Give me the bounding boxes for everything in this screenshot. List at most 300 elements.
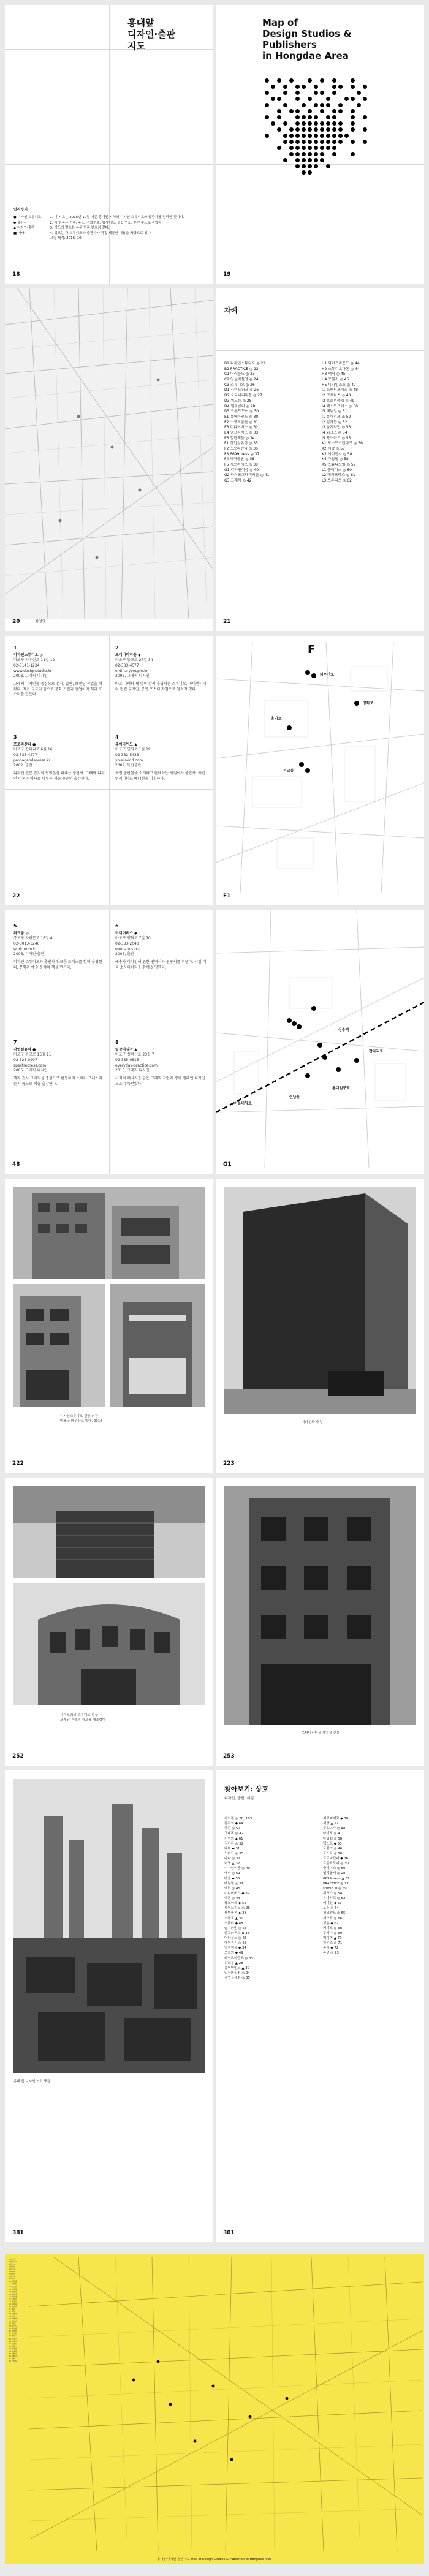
- pattern-dot: [314, 158, 318, 162]
- legend: [13, 207, 197, 241]
- studio-meta: 2013, 그래픽 디자인: [115, 1068, 150, 1073]
- index-entry: C2 일상의실천 ◎ 24: [224, 377, 259, 382]
- pattern-dot: [320, 146, 324, 150]
- page-number: 381: [12, 2230, 24, 2236]
- pattern-dot: [338, 103, 343, 107]
- pattern-dot: [338, 134, 343, 138]
- index-entry: 디자인이음 ◎ 40: [224, 1867, 250, 1871]
- page-number: 301: [223, 2230, 235, 2236]
- map-label: 홍대입구역: [332, 1086, 350, 1090]
- studio-num: 4: [115, 735, 119, 740]
- page-23: [216, 636, 424, 905]
- studio-web[interactable]: mediabus.org: [115, 946, 141, 951]
- index-entry: 18 타이포: [9, 2300, 17, 2303]
- pattern-dot: [308, 146, 312, 150]
- index-entry: 코우너스 ◎ 48: [323, 1827, 346, 1831]
- index-entry: 타이포 ◎ 41: [323, 1832, 343, 1836]
- pattern-dot: [308, 170, 312, 175]
- pattern-dot: [277, 127, 281, 132]
- index-entry: 22 맥락: [9, 2310, 15, 2313]
- index-entry: 감각의 ◆ 44: [224, 1822, 243, 1826]
- index-entry: 일상의실천 ◎ 24: [224, 1971, 250, 1975]
- pattern-dot: [351, 121, 355, 126]
- pattern-dot: [295, 158, 300, 162]
- index-entry: 33 워크스: [9, 2337, 17, 2340]
- index-entry: 프로파간다 ◆ 36: [323, 1857, 349, 1860]
- index-entry: 20 와이트: [9, 2305, 17, 2308]
- pattern-dot: [277, 109, 281, 113]
- building-photo: [13, 1187, 205, 1279]
- index-entry: 4 유어마: [9, 2265, 16, 2268]
- pattern-dot: [295, 85, 300, 89]
- index-entry: 공간 ◎ 52: [224, 1827, 240, 1831]
- pattern-dot: [326, 127, 330, 132]
- index-entry: 사이드워크 ◎ 26: [224, 1906, 250, 1911]
- index-entry: F3 6699press ◎ 37: [224, 451, 260, 456]
- index-entry: 37 에이전: [9, 2347, 17, 2350]
- index-entry: 나비 ◆ 31: [224, 1846, 240, 1851]
- pattern-dot: [265, 115, 269, 119]
- index-entry: 워크스 ◎ 54: [323, 1891, 343, 1895]
- index-entry: J3 슬기와민 ◎ 53: [322, 425, 351, 430]
- pattern-dot: [302, 164, 306, 168]
- index-column: [224, 361, 318, 484]
- index-entry: 저스트 ◎ 66: [323, 1916, 343, 1921]
- studio-num: 2: [115, 645, 119, 651]
- index-entry: 36 책방: [9, 2344, 15, 2347]
- pattern-dot: [351, 97, 355, 101]
- pattern-dot: [271, 121, 275, 126]
- index-entry: F4 세미콜론 ◎ 38: [224, 457, 255, 462]
- index-entry: 포뮬러 ◎ 46: [323, 1846, 343, 1851]
- pattern-dot: [332, 85, 336, 89]
- index-entry: 가가린 ◎ 28, 103: [224, 1817, 252, 1821]
- index-entry: 27 풍경: [9, 2322, 15, 2325]
- pattern-dot: [320, 121, 324, 126]
- foldout-legend-list: [9, 2258, 27, 2362]
- legend-note: 그림 제작: 2016. 10: [50, 236, 82, 241]
- pattern-dot: [277, 115, 281, 119]
- index-entry: PRACTICE ◎ 22: [323, 1881, 349, 1886]
- index-entry: G2 타이포그래피서울 ◎ 41: [224, 473, 270, 478]
- index-entry: 21 바톤: [9, 2307, 15, 2310]
- index-entry: 10 헬리콥: [9, 2280, 17, 2283]
- index-entry: 매뉴얼 ◎ 51: [224, 1881, 244, 1886]
- index-entry: 9 사이드: [9, 2278, 16, 2281]
- legend-note: 2. 각 항목은 이름, 주소, 전화번호, 웹사이트, 설립 연도, 분야 순으로 적었다.: [50, 221, 163, 225]
- pattern-dot: [332, 121, 336, 126]
- studio-web[interactable]: your-mind.com: [115, 758, 143, 763]
- index-entry: K3 에이전시 ◎ 58: [322, 451, 352, 456]
- pattern-dot: [295, 127, 300, 132]
- pattern-dot: [289, 140, 294, 144]
- pattern-dot: [302, 140, 306, 144]
- pattern-dot: [351, 127, 355, 132]
- pattern-dot: [332, 127, 336, 132]
- page-number: 20: [12, 619, 20, 625]
- index-entry: D4 헬리콥터 ◎ 28: [224, 404, 256, 409]
- pattern-dot: [344, 134, 349, 138]
- studio-web[interactable]: ordinarypeople.kr: [115, 668, 148, 673]
- index-entry: 안그라픽스 ◆ 33: [224, 1931, 250, 1935]
- pattern-dot: [283, 91, 287, 95]
- pattern-dot: [295, 109, 300, 113]
- pattern-dot: [308, 97, 312, 101]
- index-entry: 29 매뉴얼: [9, 2327, 17, 2330]
- pattern-dot: [295, 115, 300, 119]
- pattern-dot: [320, 158, 324, 162]
- page-18: [5, 5, 213, 284]
- index-entry: 32 슬기: [9, 2335, 15, 2338]
- index-entry: 제로퍼제로 ◆ 38: [323, 1817, 349, 1821]
- index-entry: 31 김가든: [9, 2332, 17, 2335]
- foldout-street-map: [29, 2257, 422, 2551]
- studio-addr: 마포구 와우산로 11길 12: [13, 658, 55, 663]
- pattern-dot: [314, 127, 318, 132]
- index-entry: 청춘 ◆ 67: [323, 1921, 339, 1925]
- index-entry: C1 어라운드 ◎ 23: [224, 372, 255, 377]
- building-photo-large: [224, 1187, 416, 1414]
- pattern-dot: [363, 140, 367, 144]
- pattern-dot: [295, 146, 300, 150]
- index-entry: H3 맥락 ◎ 45: [322, 372, 346, 377]
- index-entry: 바톤 ◎ 44: [224, 1897, 240, 1900]
- legend-note: 1. 이 지도는 2016년 10월 기준 홍대앞 지역의 디자인 스튜디오와 출판사를 정리한 것이다.: [50, 216, 184, 220]
- index-entry: 25 스펙터: [9, 2317, 17, 2321]
- index-entry: 6699press ▲ 37: [323, 1876, 350, 1881]
- index-entry: 투게더 ◎ 69: [323, 1931, 343, 1935]
- index-entry: 맥락 ◎ 45: [224, 1886, 240, 1890]
- pattern-dot: [295, 140, 300, 144]
- studio-entry: [115, 923, 207, 970]
- pattern-dot: [314, 140, 318, 144]
- pattern-dot: [338, 121, 343, 126]
- studio-web[interactable]: everyday-practice.com: [115, 1063, 158, 1068]
- studio-web[interactable]: www.designstudio.kr: [13, 668, 52, 673]
- pattern-dot: [308, 134, 312, 138]
- pattern-dot: [302, 170, 306, 175]
- pattern-dot: [351, 109, 355, 113]
- pattern-dot: [302, 127, 306, 132]
- index-entry: 포스트 ◎ 56: [323, 1851, 343, 1856]
- studio-name: 오디너리피플 ◆: [115, 652, 141, 657]
- pattern-dot: [363, 85, 367, 89]
- index-entry: 16 제로퍼: [9, 2295, 17, 2298]
- pattern-dot: [289, 134, 294, 138]
- pattern-dot: [351, 152, 355, 156]
- page-26: [5, 1179, 213, 1473]
- studio-entry: [13, 923, 105, 970]
- pattern-dot: [332, 134, 336, 138]
- pattern-dot: [332, 152, 336, 156]
- studio-meta: 2002, 출판: [13, 763, 32, 768]
- overview-map: [5, 288, 213, 619]
- studio-tel: 02-333-2040: [115, 941, 139, 946]
- pattern-dot: [314, 115, 318, 119]
- index-entry: H2 스튜디오바톤 ◎ 44: [322, 366, 360, 371]
- studio-web[interactable]: spectrepress.com: [13, 1063, 47, 1068]
- index-entry: 미디어버스 ◆ 32: [224, 1891, 250, 1895]
- index-entry: 23 포뮬러: [9, 2313, 17, 2316]
- index-entry: I3 오늘의풍경 ◎ 49: [322, 398, 355, 403]
- pattern-dot: [308, 152, 312, 156]
- studio-addr: 마포구 동교로 15길 11: [13, 1052, 51, 1057]
- index-entry: 12 소규모: [9, 2285, 17, 2288]
- studio-entry: [115, 644, 207, 692]
- pattern-dot: [302, 158, 306, 162]
- studio-addr: 마포구 성미산로 23길 7: [115, 1052, 154, 1057]
- page-number: 253: [223, 1753, 235, 1759]
- index-entry: 39 스튜디: [9, 2352, 17, 2355]
- page-25: [216, 910, 424, 1174]
- pattern-dot: [271, 97, 275, 101]
- pattern-dot: [289, 78, 294, 83]
- grid-line: [109, 636, 110, 905]
- index-entry: 19 그래픽: [9, 2302, 17, 2305]
- pattern-dot: [314, 146, 318, 150]
- pattern-dot: [351, 85, 355, 89]
- title-korean: 홍대앞 디자인·출판 지도: [127, 17, 176, 51]
- pattern-dot: [295, 164, 300, 168]
- pattern-dot: [332, 115, 336, 119]
- page-20: [5, 288, 213, 631]
- pattern-dot: [351, 115, 355, 119]
- search-index-title: 찾아보기: 상호: [224, 1785, 268, 1793]
- studio-name: 워크룸 ◎: [13, 931, 29, 935]
- index-entry: F5 제로퍼제로 ◎ 38: [224, 463, 258, 467]
- pattern-dot: [320, 109, 324, 113]
- pattern-dot: [332, 91, 336, 95]
- studio-addr: 마포구 동교로 27길 34: [115, 658, 153, 663]
- pattern-dot: [357, 91, 361, 95]
- pattern-dot: [351, 140, 355, 144]
- pattern-dot: [320, 127, 324, 132]
- studio-addr: 마포구 잔다리로 6길 16: [13, 747, 53, 752]
- studio-name: 디자인스튜디오 ◎: [13, 652, 43, 657]
- index-entry: 유어서프 ◎ 52: [323, 1897, 346, 1900]
- index-entry: 세미콜론 ◆ 38: [224, 1911, 246, 1916]
- pattern-dot: [314, 134, 318, 138]
- index-entry: K1 포스트스탠다즈 ◎ 56: [322, 441, 363, 446]
- studio-meta: 2007, 출판: [115, 952, 134, 957]
- pattern-dot: [289, 127, 294, 132]
- pattern-dot: [326, 121, 330, 126]
- index-entry: 38 타입랩: [9, 2349, 17, 2352]
- index-entry: 7 작업실: [9, 2273, 16, 2276]
- index-entry: G1 디자인이음 ◎ 40: [224, 467, 259, 472]
- legend-key: ◆ 출판사: [13, 221, 27, 225]
- legend-key: ■ 기타: [13, 231, 25, 235]
- pattern-dot: [283, 140, 287, 144]
- pattern-dot: [302, 152, 306, 156]
- index-entry: 타입랩 ◎ 58: [323, 1837, 343, 1841]
- index-entry: I5 매뉴얼 ◎ 51: [322, 409, 347, 414]
- foldout-footer: 홍대앞 디자인·출판 지도 Map of Design Studios & Publishers in Hongdae Area: [157, 2558, 272, 2561]
- pattern-dot: [308, 164, 312, 168]
- pattern-dot: [302, 115, 306, 119]
- studio-name: 일상의실천 ▲: [115, 1047, 137, 1052]
- index-entry: 오늘의 ◆ 49: [224, 1951, 243, 1955]
- page-number: 252: [12, 1753, 24, 1759]
- legend-key: ● 디자인 스튜디오: [13, 216, 42, 220]
- studio-num: 7: [13, 1040, 17, 1045]
- studio-web[interactable]: workroom.kr: [13, 946, 37, 951]
- studio-tel: 02-333-4577: [115, 663, 139, 668]
- index-entry: I4 텍스트프레스 ◎ 50: [322, 404, 358, 409]
- index-entry: 유어마인드 ▲ 30: [224, 1966, 250, 1970]
- index-entry: 열린책들 ◆ 34: [224, 1946, 246, 1951]
- pattern-dot: [308, 158, 312, 162]
- pattern-dot: [357, 103, 361, 107]
- grid-line: [109, 5, 110, 284]
- dot-pattern: [265, 78, 381, 238]
- pattern-dot: [320, 134, 324, 138]
- page-number: 21: [223, 619, 231, 625]
- pattern-dot: [289, 109, 294, 113]
- pattern-dot: [338, 109, 343, 113]
- index-entry: 플레이스 ◎ 60: [323, 1867, 346, 1871]
- pattern-dot: [295, 91, 300, 95]
- studio-name: 프로파간다 ●: [13, 742, 36, 747]
- index-entry: G3 그래픽 ◎ 42: [224, 478, 252, 483]
- index-entry: H1 와이트라운드 ◎ 44: [322, 361, 360, 366]
- pattern-dot: [295, 121, 300, 126]
- pattern-dot: [314, 121, 318, 126]
- pattern-dot: [338, 85, 343, 89]
- index-entry: 프론트도어 ◎ 30: [323, 1862, 349, 1866]
- pattern-dot: [326, 140, 330, 144]
- index-entry: 41 레터: [9, 2357, 15, 2360]
- pattern-dot: [338, 127, 343, 132]
- pattern-dot: [344, 97, 349, 101]
- index-column: [322, 361, 416, 484]
- index-entry: 15 세미콜: [9, 2292, 17, 2295]
- index-entry: K4 타입랩 ◎ 58: [322, 457, 349, 462]
- pattern-dot: [320, 103, 324, 107]
- studio-entry: [13, 734, 105, 782]
- pattern-dot: [320, 140, 324, 144]
- studio-tel: 02-332-5433: [115, 752, 139, 757]
- residential-building-photo: [224, 1486, 416, 1725]
- pattern-dot: [363, 127, 367, 132]
- index-entry: 다다 ◎ 37: [224, 1857, 240, 1860]
- pattern-dot: [332, 146, 336, 150]
- index-entry: D2 오디너리피플 ◎ 27: [224, 393, 262, 398]
- studio-web[interactable]: propagandapress.kr: [13, 758, 51, 763]
- pattern-dot: [289, 146, 294, 150]
- pattern-dot: [332, 109, 336, 113]
- pattern-dot: [320, 91, 324, 95]
- studio-desc: 그래픽 디자인을 중심으로 전시, 출판, 브랜딩 작업을 해 왔다. 작은 규모의 팀으로 문화 기관과 협업하며 책과 포스터를 만든다.: [13, 682, 102, 697]
- index-entry: 홍대 ◆ 72: [323, 1946, 339, 1951]
- page-number: 222: [12, 1460, 24, 1467]
- photo-caption: 사이드워크 스튜디오 입구 오래된 건물의 창고를 개조했다: [60, 1713, 106, 1722]
- index-entry: 35 포스트: [9, 2342, 17, 2345]
- index-entry: 2 오디너리: [9, 2261, 18, 2264]
- index-entry: 3 프로파: [9, 2263, 16, 2266]
- search-index-column: [323, 1816, 416, 1981]
- map-label: 와우산로: [320, 673, 335, 677]
- pattern-dot: [332, 140, 336, 144]
- pattern-dot: [308, 78, 312, 83]
- index-entry: E5 열린책들 ◎ 34: [224, 436, 255, 440]
- studio-addr: 마포구 연희로 1길 19: [115, 747, 151, 752]
- detail-map-f: [216, 642, 424, 893]
- index-entry: C3 스튜디오 ◎ 26: [224, 382, 255, 387]
- studio-desc: 디자인 전문 잡지와 단행본을 펴내는 출판사. 그래픽 디자인 이론과 역사를 다루는 책을 꾸준히 출간한다.: [13, 771, 105, 781]
- pattern-dot: [308, 140, 312, 144]
- index-entry: 기억의 ▲ 61: [224, 1837, 243, 1841]
- index-entry: 26 코우너: [9, 2320, 17, 2323]
- pattern-dot: [265, 91, 269, 95]
- index-entry: 레터 ◎ 61: [224, 1872, 240, 1876]
- page-number: 18: [12, 271, 20, 278]
- index-entry: 책방 ▲ 57: [323, 1822, 339, 1826]
- pattern-dot: [265, 134, 269, 138]
- studio-num: 8: [115, 1040, 119, 1045]
- pattern-dot: [295, 134, 300, 138]
- index-entry: B1 디자인스튜디오 ◎ 22: [224, 361, 266, 366]
- page-28: [5, 1478, 213, 1766]
- studio-tel: 02-335-0815: [115, 1057, 139, 1062]
- index-entry: E4 안그라픽스 ◎ 33: [224, 430, 259, 435]
- index-entry: 5 워크룸: [9, 2268, 16, 2271]
- pattern-dot: [314, 152, 318, 156]
- studio-meta: 2008, 그래픽 디자인: [13, 674, 48, 679]
- studio-desc: 아트 디렉터 세 명이 함께 운영하는 스튜디오. 아이덴티티와 편집 디자인, 공연 포스터 작업으로 알려져 있다.: [115, 682, 207, 692]
- studio-addr: 종로구 자하문로 16길 4: [13, 936, 53, 941]
- page-number: G1: [223, 1161, 232, 1168]
- studio-name: 작업실유령 ●: [13, 1047, 36, 1052]
- studio-desc: 예술과 디자인에 관한 번역서와 연구서를 펴낸다. 서점 더 북 소사이어티를 함께 운영한다.: [115, 960, 207, 970]
- index-entry: 위크엔드 ◎ 65: [323, 1911, 346, 1916]
- pattern-dot: [314, 103, 318, 107]
- index-entry: 8 일상의: [9, 2275, 16, 2278]
- pattern-dot: [283, 121, 287, 126]
- index-entry: E2 소규모출판 ◎ 31: [224, 420, 259, 425]
- page-number: 223: [223, 1460, 235, 1467]
- pattern-dot: [314, 91, 318, 95]
- index-entry: E1 유어마인드 ◎ 30: [224, 414, 259, 419]
- index-entry: 작업실유령 ◎ 35: [224, 1976, 250, 1980]
- index-entry: I1 스펙터프레스 ◎ 48: [322, 388, 358, 393]
- index-entry: 17 디자인: [9, 2297, 17, 2300]
- grid-line: [216, 350, 424, 351]
- index-entry: 1 디자인: [9, 2258, 16, 2261]
- pattern-dot: [326, 97, 330, 101]
- index-entry: J4 워크스 ◎ 54: [322, 430, 347, 435]
- city-skyline-photo: [13, 1779, 205, 2073]
- index-entry: F1 작업실유령 ◎ 35: [224, 441, 258, 446]
- pattern-dot: [314, 164, 318, 168]
- index-entry: J1 유어서프 ◎ 52: [322, 414, 351, 419]
- page-24: [5, 910, 213, 1174]
- map-label: 서교동: [283, 769, 294, 773]
- studio-entry: [13, 1039, 105, 1087]
- index-entry: L3 스튜디오 ◎ 62: [322, 478, 352, 483]
- studio-entry: [13, 644, 105, 698]
- index-entry: 34 노마드: [9, 2340, 17, 2343]
- search-index-subtitle: 디자인, 출판, 서점: [224, 1796, 254, 1800]
- pattern-dot: [277, 146, 281, 150]
- index-entry: L2 레터프레스 ◎ 61: [322, 473, 355, 478]
- index-entry: 6 미디어: [9, 2270, 16, 2273]
- index-entry: 스펙터 ◆ 48: [224, 1921, 243, 1925]
- pattern-dot: [302, 85, 306, 89]
- pattern-dot: [308, 115, 312, 119]
- index-entry: J2 김가든 ◎ 52: [322, 420, 347, 425]
- pattern-dot: [308, 127, 312, 132]
